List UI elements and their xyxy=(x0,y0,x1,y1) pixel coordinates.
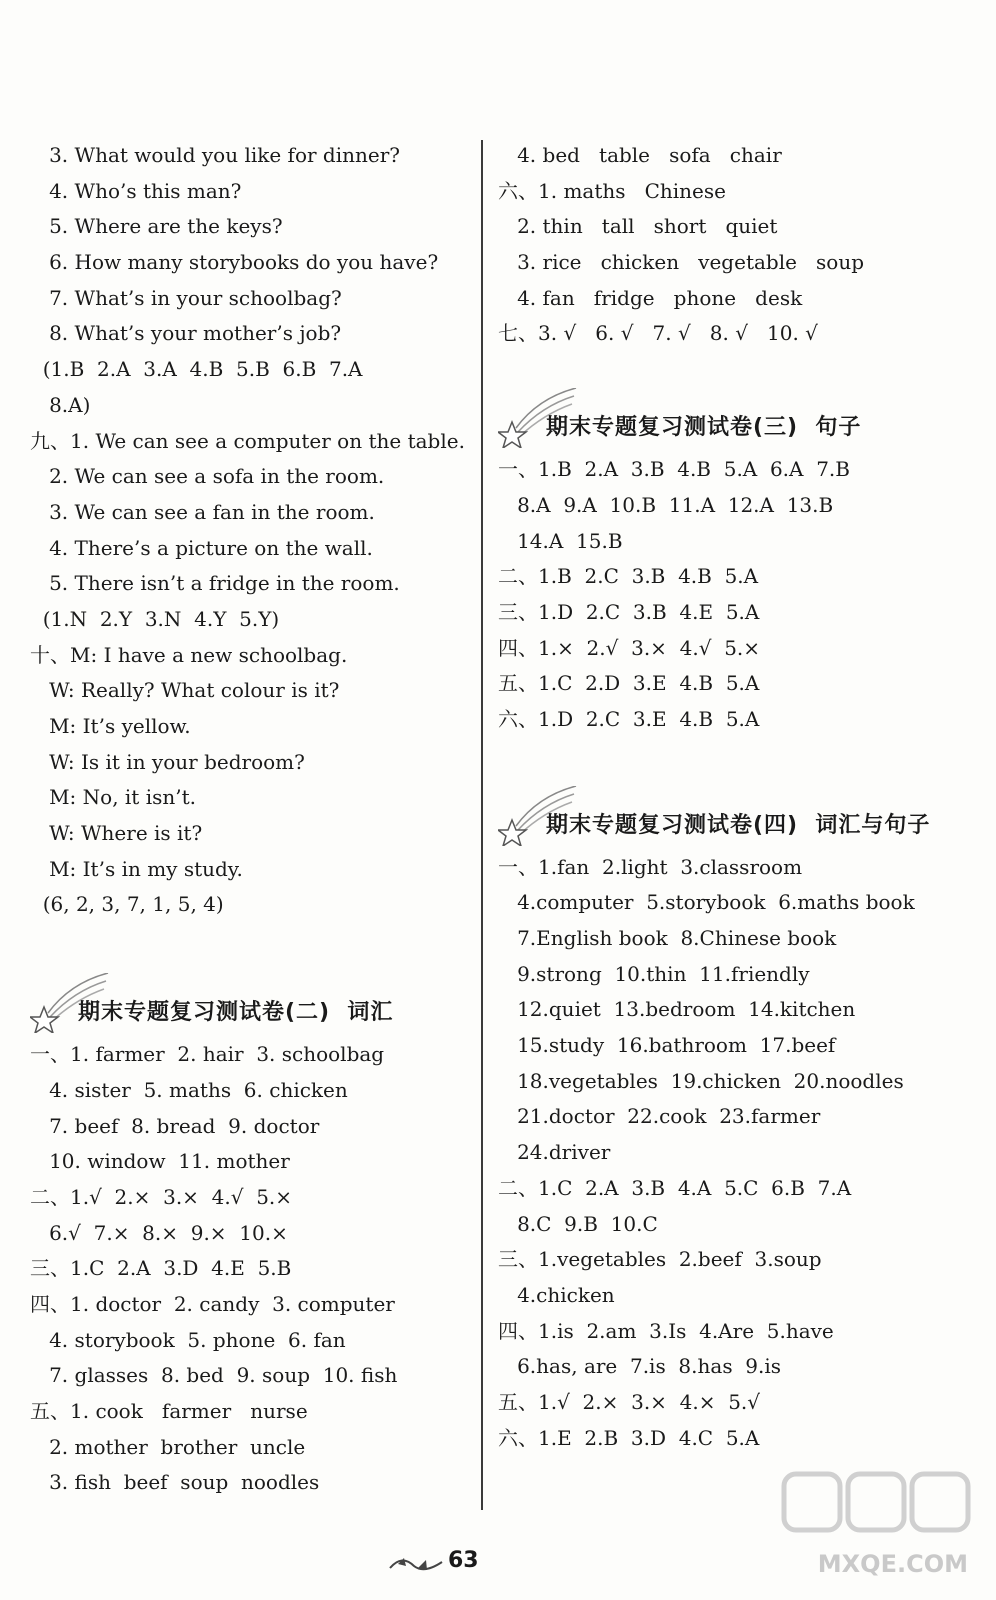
answer-line: 三、1.C 2.A 3.D 4.E 5.B xyxy=(30,1256,292,1281)
section-header-2 xyxy=(30,973,470,1033)
section-header-3 xyxy=(498,388,978,448)
section-title: 期末专题复习测试卷(三) 句子 xyxy=(546,415,862,441)
answer-line: 9.strong 10.thin 11.friendly xyxy=(498,961,810,986)
answer-line: 7.English book 8.Chinese book xyxy=(498,926,837,950)
answer-line: 6.has, are 7.is 8.has 9.is xyxy=(498,1354,782,1379)
answer-line: 一、1.fan 2.light 3.classroom xyxy=(498,854,803,879)
answer-line: 三、1.D 2.C 3.B 4.E 5.A xyxy=(498,599,760,624)
answer-line: 二、1.√ 2.× 3.× 4.√ 5.× xyxy=(30,1184,293,1209)
right-column xyxy=(498,138,978,1456)
answer-line: 8.A) xyxy=(30,392,91,417)
section2-answers xyxy=(30,1037,470,1501)
answer-line: 7. glasses 8. bed 9. soup 10. fish xyxy=(30,1363,398,1388)
answer-line: 8. What’s your mother’s job? xyxy=(30,321,342,346)
answer-line: 十、M: I have a new schoolbag. xyxy=(30,642,348,667)
answer-line: W: Is it in your bedroom? xyxy=(30,749,305,774)
answer-line: (1.B 2.A 3.A 4.B 5.B 6.B 7.A xyxy=(30,357,363,382)
answer-line: 6.√ 7.× 8.× 9.× 10.× xyxy=(30,1220,288,1245)
answer-line: 8.A 9.A 10.B 11.A 12.A 13.B xyxy=(498,492,834,517)
answer-line: 4.computer 5.storybook 6.maths book xyxy=(498,890,915,915)
answer-line: 8.C 9.B 10.C xyxy=(498,1211,658,1236)
answer-line: W: Where is it? xyxy=(30,821,203,846)
answer-line: 4. sister 5. maths 6. chicken xyxy=(30,1077,348,1102)
answer-line: 2. We can see a sofa in the room. xyxy=(30,464,385,489)
answer-line: M: No, it isn’t. xyxy=(30,785,196,810)
section-title: 期末专题复习测试卷(四) 词汇与句子 xyxy=(546,812,931,838)
answer-line: 六、1.D 2.C 3.E 4.B 5.A xyxy=(498,706,760,731)
answer-line: 4. Who’s this man? xyxy=(30,178,242,203)
answer-line: 四、1.× 2.√ 3.× 4.√ 5.× xyxy=(498,635,761,660)
answer-line: 一、1. farmer 2. hair 3. schoolbag xyxy=(30,1042,385,1067)
answer-line: 3. We can see a fan in the room. xyxy=(30,499,375,524)
right-top-answers xyxy=(498,138,978,352)
answer-line: (1.N 2.Y 3.N 4.Y 5.Y) xyxy=(30,606,280,631)
page-ornament-icon xyxy=(388,1552,444,1576)
answer-line: 21.doctor 22.cook 23.farmer xyxy=(498,1104,821,1129)
answer-line: 2. thin tall short quiet xyxy=(498,214,778,239)
answer-line: 九、1. We can see a computer on the table. xyxy=(30,428,465,453)
answer-line: 二、1.B 2.C 3.B 4.B 5.A xyxy=(498,564,759,589)
answer-line: 五、1. cook farmer nurse xyxy=(30,1399,308,1423)
answer-line: 3. What would you like for dinner? xyxy=(30,143,400,167)
answer-line: 24.driver xyxy=(498,1140,611,1165)
answer-line: 四、1. doctor 2. candy 3. computer xyxy=(30,1291,395,1316)
answer-line: 4. fan fridge phone desk xyxy=(498,285,803,310)
answer-line: 4. bed table sofa chair xyxy=(498,143,782,167)
answer-line: 15.study 16.bathroom 17.beef xyxy=(498,1033,836,1058)
answer-line: 7. beef 8. bread 9. doctor xyxy=(30,1113,320,1138)
section4-answers xyxy=(498,850,978,1457)
watermark-text: MXQE.COM xyxy=(817,1550,968,1578)
answer-line: 六、1. maths Chinese xyxy=(498,178,726,203)
section-header-4 xyxy=(498,786,978,846)
column-divider xyxy=(481,140,483,1510)
answer-line: 14.A 15.B xyxy=(498,528,623,553)
answer-line: 6. How many storybooks do you have? xyxy=(30,250,439,275)
answer-line: 二、1.C 2.A 3.B 4.A 5.C 6.B 7.A xyxy=(498,1175,852,1200)
answer-line: 5. Where are the keys? xyxy=(30,214,283,239)
answer-line: 2. mother brother uncle xyxy=(30,1434,306,1459)
answer-line: (6, 2, 3, 7, 1, 5, 4) xyxy=(30,892,224,917)
answer-line: 三、1.vegetables 2.beef 3.soup xyxy=(498,1247,822,1272)
left-answer-block xyxy=(30,138,470,923)
answer-line: 五、1.C 2.D 3.E 4.B 5.A xyxy=(498,671,760,696)
answer-line: 4. There’s a picture on the wall. xyxy=(30,535,373,560)
section3-answers xyxy=(498,452,978,738)
answer-line: 五、1.√ 2.× 3.× 4.× 5.√ xyxy=(498,1389,761,1414)
answer-line: M: It’s yellow. xyxy=(30,714,191,738)
answer-line: 七、3. √ 6. √ 7. √ 8. √ 10. √ xyxy=(498,321,818,346)
answer-line: W: Really? What colour is it? xyxy=(30,678,340,703)
answer-line: 12.quiet 13.bedroom 14.kitchen xyxy=(498,997,856,1022)
section-title: 期末专题复习测试卷(二) 词汇 xyxy=(78,1000,394,1026)
page-number: 63 xyxy=(448,1548,479,1573)
answer-line: 4.chicken xyxy=(498,1282,615,1307)
answer-line: 4. storybook 5. phone 6. fan xyxy=(30,1327,346,1352)
left-column xyxy=(30,138,470,1501)
answer-line: 7. What’s in your schoolbag? xyxy=(30,285,342,310)
answer-line: 一、1.B 2.A 3.B 4.B 5.A 6.A 7.B xyxy=(498,457,850,482)
answer-line: 3. fish beef soup noodles xyxy=(30,1470,320,1495)
answer-line: 四、1.is 2.am 3.Is 4.Are 5.have xyxy=(498,1318,834,1343)
answer-line: 5. There isn’t a fridge in the room. xyxy=(30,571,400,596)
answer-line: 18.vegetables 19.chicken 20.noodles xyxy=(498,1068,904,1093)
answer-line: 10. window 11. mother xyxy=(30,1149,290,1174)
answer-line: 六、1.E 2.B 3.D 4.C 5.A xyxy=(498,1425,760,1450)
answer-line: M: It’s in my study. xyxy=(30,856,243,881)
answer-line: 3. rice chicken vegetable soup xyxy=(498,250,864,275)
